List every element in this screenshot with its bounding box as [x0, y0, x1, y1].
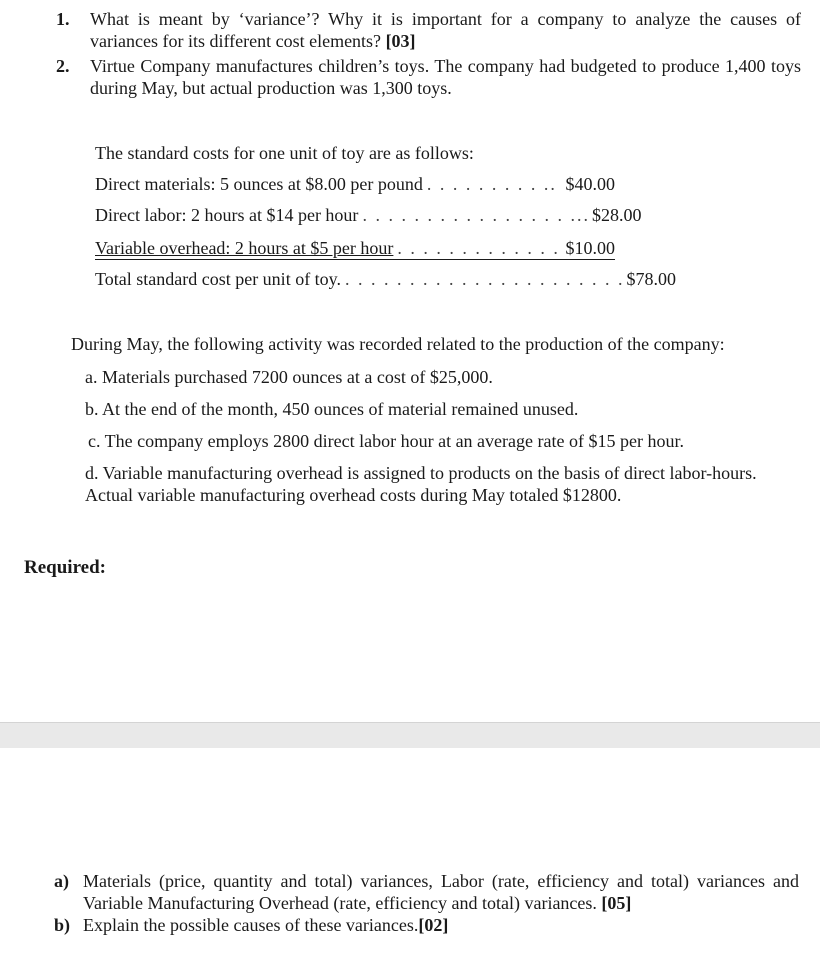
cost-label: Direct labor: 2 hours at $14 per hour: [95, 205, 359, 225]
activity-item-b: b. At the end of the month, 450 ounces of material remained unused.: [85, 399, 579, 419]
activity-item-d: d. Variable manufacturing overhead is assigned to products on the basis of direct labor-hours. Actual variable manufacturing overhead costs during May totaled $12800.: [85, 463, 757, 505]
cost-label: Direct materials: 5 ounces at $8.00 per pound: [95, 174, 423, 194]
cost-label: Total standard cost per unit of toy.: [95, 269, 342, 289]
cost-label: Variable overhead: 2 hours at $5 per hour: [95, 238, 394, 258]
required-part-a: [54, 870, 799, 914]
cost-row-direct-materials: [95, 172, 615, 196]
part-label: b): [54, 915, 71, 935]
marks-badge: [03]: [385, 31, 416, 51]
standard-costs-intro: The standard costs for one unit of toy are as follows:: [95, 143, 474, 163]
question-number: 2.: [56, 56, 70, 76]
question-2: [56, 55, 801, 99]
dot-leader: . . . . . . . . . . . . . . . . ...: [362, 205, 590, 225]
cost-amount: $78.00: [626, 269, 677, 289]
question-2-text: Virtue Company manufactures children’s toys. The company had budgeted to produce 1,400 toys during May, but actual production was 1,300 toys.: [90, 56, 801, 98]
cost-amount: $40.00: [565, 174, 615, 194]
activity-item-c: c. The company employs 2800 direct labor hour at an average rate of $15 per hour.: [88, 431, 684, 451]
marks-badge: [02]: [418, 915, 449, 935]
part-b-text: Explain the possible causes of these variances.: [83, 915, 419, 935]
cost-row-variable-overhead: [95, 236, 615, 260]
part-text-wrap: [83, 870, 799, 914]
marks-badge: [05]: [601, 893, 632, 913]
question-text: [90, 8, 801, 52]
dot-leader: . . . . . . . . . ..: [426, 174, 557, 194]
question-1-text: What is meant by ‘variance’? Why it is important for a company to analyze the causes of variances for its different cost elements?: [90, 9, 801, 51]
page-separator: [0, 722, 820, 749]
required-part-b: [54, 914, 799, 936]
cost-amount: $10.00: [565, 238, 615, 258]
dot-leader: . . . . . . . . . . . . .: [397, 238, 560, 258]
cost-row-total: [95, 267, 677, 291]
dot-leader: . . . . . . . . . . . . . . . . . . . . . .: [345, 269, 625, 289]
part-text-wrap: [83, 914, 799, 936]
question-number: 1.: [56, 9, 70, 29]
required-heading: Required:: [24, 557, 106, 578]
cost-amount: $28.00: [591, 205, 642, 225]
part-label: a): [54, 871, 69, 891]
activity-item-a: a. Materials purchased 7200 ounces at a cost of $25,000.: [85, 367, 493, 387]
cost-row-direct-labor: [95, 203, 642, 227]
part-a-text: Materials (price, quantity and total) variances, Labor (rate, efficiency and total) variances and Variable Manufacturing Overhead (rate, efficiency and total) variances.: [83, 871, 799, 913]
question-1: [56, 8, 801, 52]
activity-intro: During May, the following activity was recorded related to the production of the company:: [71, 334, 725, 354]
